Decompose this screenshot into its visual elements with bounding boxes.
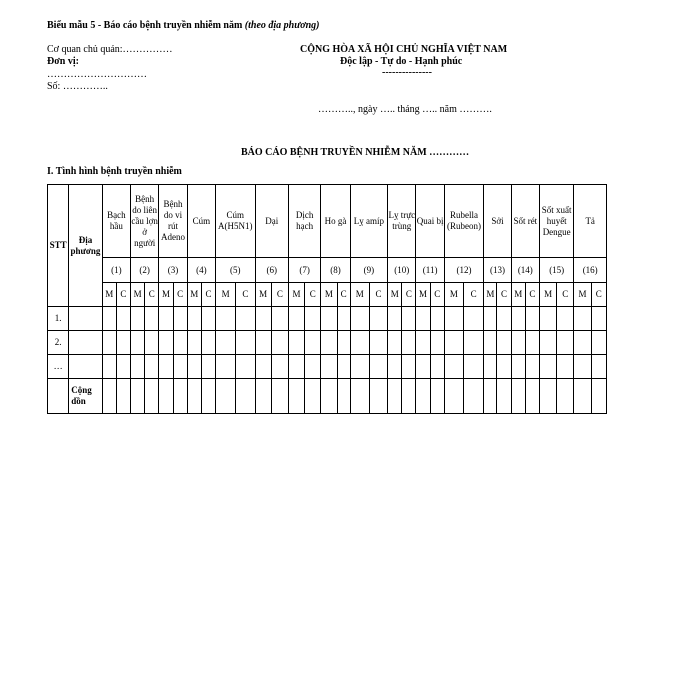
disease-header: Lỵ amíp <box>350 185 387 258</box>
data-cell[interactable] <box>444 331 463 355</box>
data-cell[interactable] <box>444 379 463 414</box>
data-cell[interactable] <box>145 355 159 379</box>
disease-header: Cúm A(H5N1) <box>216 185 255 258</box>
disease-code: (2) <box>131 258 159 283</box>
m-subheader: M <box>511 283 525 307</box>
c-subheader: C <box>201 283 215 307</box>
m-subheader: M <box>187 283 201 307</box>
data-cell[interactable] <box>131 355 145 379</box>
c-subheader: C <box>369 283 387 307</box>
data-cell[interactable] <box>305 355 321 379</box>
data-cell[interactable] <box>557 355 574 379</box>
table-row <box>48 355 607 379</box>
data-cell[interactable] <box>591 379 606 414</box>
row-number: 2. <box>48 331 69 355</box>
m-subheader: M <box>102 283 116 307</box>
empty-cell <box>48 379 69 414</box>
c-subheader: C <box>305 283 321 307</box>
data-cell[interactable] <box>216 379 236 414</box>
data-cell[interactable] <box>187 331 201 355</box>
data-cell[interactable] <box>350 307 369 331</box>
data-cell[interactable] <box>574 331 591 355</box>
data-cell[interactable] <box>430 331 444 355</box>
c-subheader: C <box>464 283 484 307</box>
data-cell[interactable] <box>557 331 574 355</box>
m-subheader: M <box>159 283 173 307</box>
data-cell[interactable] <box>102 331 116 355</box>
m-subheader: M <box>388 283 402 307</box>
data-cell[interactable] <box>484 355 497 379</box>
c-subheader: C <box>145 283 159 307</box>
disease-code: (6) <box>255 258 288 283</box>
data-cell[interactable] <box>402 331 416 355</box>
c-subheader: C <box>271 283 288 307</box>
data-cell[interactable] <box>145 379 159 414</box>
data-cell[interactable] <box>369 307 387 331</box>
data-cell[interactable] <box>337 331 350 355</box>
data-cell[interactable] <box>173 379 187 414</box>
data-cell[interactable] <box>539 331 556 355</box>
disease-header: Lỵ trực trùng <box>388 185 416 258</box>
m-subheader: M <box>288 283 304 307</box>
data-cell[interactable] <box>201 379 215 414</box>
data-cell[interactable] <box>271 331 288 355</box>
stt-header: STT <box>48 185 69 307</box>
data-cell[interactable] <box>350 379 369 414</box>
disease-header: Bệnh do vi rút Adeno <box>159 185 187 258</box>
data-cell[interactable] <box>288 307 304 331</box>
data-cell[interactable] <box>388 307 402 331</box>
c-subheader: C <box>557 283 574 307</box>
republic-heading: CỘNG HÒA XÃ HỘI CHỦ NGHĨA VIỆT NAM <box>300 44 508 55</box>
data-cell[interactable] <box>525 379 539 414</box>
row-number: 1. <box>48 307 69 331</box>
data-cell[interactable] <box>255 331 271 355</box>
data-cell[interactable] <box>511 307 525 331</box>
data-cell[interactable] <box>591 307 606 331</box>
data-cell[interactable] <box>369 379 387 414</box>
c-subheader: C <box>173 283 187 307</box>
data-cell[interactable] <box>557 307 574 331</box>
data-cell[interactable] <box>131 331 145 355</box>
data-cell[interactable] <box>539 307 556 331</box>
data-cell[interactable] <box>416 355 430 379</box>
c-subheader: C <box>116 283 130 307</box>
data-cell[interactable] <box>484 331 497 355</box>
data-cell[interactable] <box>255 355 271 379</box>
m-subheader: M <box>416 283 430 307</box>
data-cell[interactable] <box>388 355 402 379</box>
locality-cell[interactable] <box>69 331 102 355</box>
disease-header: Dịch hạch <box>288 185 320 258</box>
number-line: Số: ………….. <box>47 81 108 92</box>
data-cell[interactable] <box>402 307 416 331</box>
data-cell[interactable] <box>369 355 387 379</box>
disease-code: (1) <box>102 258 130 283</box>
date-line: ……….., ngày ….. tháng ….. năm ………. <box>318 104 492 115</box>
data-cell[interactable] <box>321 355 337 379</box>
form-title: Biểu mẫu 5 - Báo cáo bệnh truyền nhiễm năm (theo địa phương) <box>47 20 320 31</box>
disease-code: (16) <box>574 258 607 283</box>
table-row <box>48 379 607 414</box>
disease-code: (8) <box>321 258 350 283</box>
data-cell[interactable] <box>525 331 539 355</box>
data-cell[interactable] <box>464 307 484 331</box>
data-cell[interactable] <box>369 331 387 355</box>
data-cell[interactable] <box>557 379 574 414</box>
data-cell[interactable] <box>350 355 369 379</box>
data-cell[interactable] <box>271 307 288 331</box>
data-cell[interactable] <box>187 379 201 414</box>
disease-code: (12) <box>444 258 483 283</box>
data-cell[interactable] <box>236 307 255 331</box>
c-subheader: C <box>430 283 444 307</box>
data-cell[interactable] <box>116 379 130 414</box>
data-cell[interactable] <box>497 355 511 379</box>
motto-rule: --------------- <box>382 67 432 78</box>
data-cell[interactable] <box>288 331 304 355</box>
data-cell[interactable] <box>591 331 606 355</box>
data-cell[interactable] <box>430 379 444 414</box>
agency-line: Cơ quan chủ quản:…………… <box>47 44 173 55</box>
data-cell[interactable] <box>216 355 236 379</box>
data-cell[interactable] <box>511 331 525 355</box>
data-cell[interactable] <box>464 379 484 414</box>
disease-header: Ho gà <box>321 185 350 258</box>
data-cell[interactable] <box>350 331 369 355</box>
data-cell[interactable] <box>416 331 430 355</box>
data-cell[interactable] <box>236 331 255 355</box>
c-subheader: C <box>402 283 416 307</box>
data-cell[interactable] <box>102 379 116 414</box>
data-cell[interactable] <box>402 379 416 414</box>
data-cell[interactable] <box>305 379 321 414</box>
data-cell[interactable] <box>131 379 145 414</box>
c-subheader: C <box>337 283 350 307</box>
data-cell[interactable] <box>255 379 271 414</box>
total-label: Cộng dồn <box>69 379 102 414</box>
data-cell[interactable] <box>539 355 556 379</box>
data-cell[interactable] <box>574 379 591 414</box>
data-cell[interactable] <box>116 355 130 379</box>
data-cell[interactable] <box>321 307 337 331</box>
locality-header: Địa phương <box>69 185 102 307</box>
data-cell[interactable] <box>402 355 416 379</box>
m-subheader: M <box>350 283 369 307</box>
disease-code: (11) <box>416 258 444 283</box>
locality-cell[interactable] <box>69 307 102 331</box>
data-cell[interactable] <box>337 379 350 414</box>
data-cell[interactable] <box>288 355 304 379</box>
data-cell[interactable] <box>271 379 288 414</box>
data-cell[interactable] <box>288 379 304 414</box>
data-cell[interactable] <box>539 379 556 414</box>
dots-line: ………………………… <box>47 69 147 80</box>
data-cell[interactable] <box>388 379 402 414</box>
disease-header: Sốt xuất huyết Dengue <box>539 185 573 258</box>
data-cell[interactable] <box>337 307 350 331</box>
m-subheader: M <box>444 283 463 307</box>
disease-header: Sởi <box>484 185 511 258</box>
data-cell[interactable] <box>173 307 187 331</box>
data-cell[interactable] <box>216 307 236 331</box>
data-cell[interactable] <box>416 379 430 414</box>
row-number: … <box>48 355 69 379</box>
data-cell[interactable] <box>464 355 484 379</box>
data-cell[interactable] <box>388 331 402 355</box>
c-subheader: C <box>497 283 511 307</box>
data-cell[interactable] <box>216 331 236 355</box>
data-cell[interactable] <box>497 307 511 331</box>
disease-code: (5) <box>216 258 255 283</box>
disease-header: Quai bị <box>416 185 444 258</box>
table-row <box>48 331 607 355</box>
data-cell[interactable] <box>173 331 187 355</box>
data-cell[interactable] <box>591 355 606 379</box>
section-title: I. Tình hình bệnh truyền nhiễm <box>47 166 182 177</box>
disease-code: (13) <box>484 258 511 283</box>
data-cell[interactable] <box>444 355 463 379</box>
data-cell[interactable] <box>102 355 116 379</box>
form-title-note: (theo địa phương) <box>244 20 320 31</box>
data-cell[interactable] <box>187 307 201 331</box>
data-cell[interactable] <box>187 355 201 379</box>
c-subheader: C <box>525 283 539 307</box>
data-cell[interactable] <box>337 355 350 379</box>
data-cell[interactable] <box>305 331 321 355</box>
disease-header: Cúm <box>187 185 215 258</box>
disease-report-table <box>47 184 607 414</box>
data-cell[interactable] <box>236 379 255 414</box>
disease-header: Rubella (Rubeon) <box>444 185 483 258</box>
data-cell[interactable] <box>511 355 525 379</box>
data-cell[interactable] <box>201 355 215 379</box>
m-subheader: M <box>255 283 271 307</box>
m-subheader: M <box>131 283 145 307</box>
data-cell[interactable] <box>201 331 215 355</box>
data-cell[interactable] <box>321 331 337 355</box>
data-cell[interactable] <box>159 307 173 331</box>
disease-code: (9) <box>350 258 387 283</box>
data-cell[interactable] <box>271 355 288 379</box>
m-subheader: M <box>216 283 236 307</box>
data-cell[interactable] <box>484 379 497 414</box>
disease-header: Dại <box>255 185 288 258</box>
data-cell[interactable] <box>574 355 591 379</box>
data-cell[interactable] <box>159 331 173 355</box>
data-cell[interactable] <box>484 307 497 331</box>
data-cell[interactable] <box>574 307 591 331</box>
motto: Độc lập - Tự do - Hạnh phúc <box>340 56 463 67</box>
disease-code: (3) <box>159 258 187 283</box>
data-cell[interactable] <box>305 307 321 331</box>
locality-cell[interactable] <box>69 355 102 379</box>
disease-code: (7) <box>288 258 320 283</box>
data-cell[interactable] <box>525 355 539 379</box>
m-subheader: M <box>321 283 337 307</box>
data-cell[interactable] <box>159 355 173 379</box>
disease-code: (4) <box>187 258 215 283</box>
c-subheader: C <box>591 283 606 307</box>
data-cell[interactable] <box>416 307 430 331</box>
c-subheader: C <box>236 283 255 307</box>
data-cell[interactable] <box>525 307 539 331</box>
disease-header: Tả <box>574 185 607 258</box>
data-cell[interactable] <box>116 307 130 331</box>
disease-header: Bệnh do liên cầu lợn ở người <box>131 185 159 258</box>
data-cell[interactable] <box>511 379 525 414</box>
data-cell[interactable] <box>321 379 337 414</box>
m-subheader: M <box>484 283 497 307</box>
data-cell[interactable] <box>201 307 215 331</box>
data-cell[interactable] <box>255 307 271 331</box>
disease-header: Bạch hầu <box>102 185 130 258</box>
data-cell[interactable] <box>145 307 159 331</box>
data-cell[interactable] <box>444 307 463 331</box>
data-cell[interactable] <box>497 331 511 355</box>
disease-code: (10) <box>388 258 416 283</box>
data-cell[interactable] <box>102 307 116 331</box>
disease-code: (14) <box>511 258 539 283</box>
data-cell[interactable] <box>159 379 173 414</box>
table-row <box>48 307 607 331</box>
data-cell[interactable] <box>430 307 444 331</box>
data-cell[interactable] <box>236 355 255 379</box>
report-title: BÁO CÁO BỆNH TRUYỀN NHIỄM NĂM ………… <box>241 147 470 158</box>
data-cell[interactable] <box>116 331 130 355</box>
unit-line: Đơn vị: <box>47 56 79 67</box>
m-subheader: M <box>574 283 591 307</box>
data-cell[interactable] <box>145 331 159 355</box>
disease-code: (15) <box>539 258 573 283</box>
data-cell[interactable] <box>173 355 187 379</box>
disease-header: Sốt rét <box>511 185 539 258</box>
data-cell[interactable] <box>497 379 511 414</box>
data-cell[interactable] <box>430 355 444 379</box>
data-cell[interactable] <box>464 331 484 355</box>
m-subheader: M <box>539 283 556 307</box>
data-cell[interactable] <box>131 307 145 331</box>
